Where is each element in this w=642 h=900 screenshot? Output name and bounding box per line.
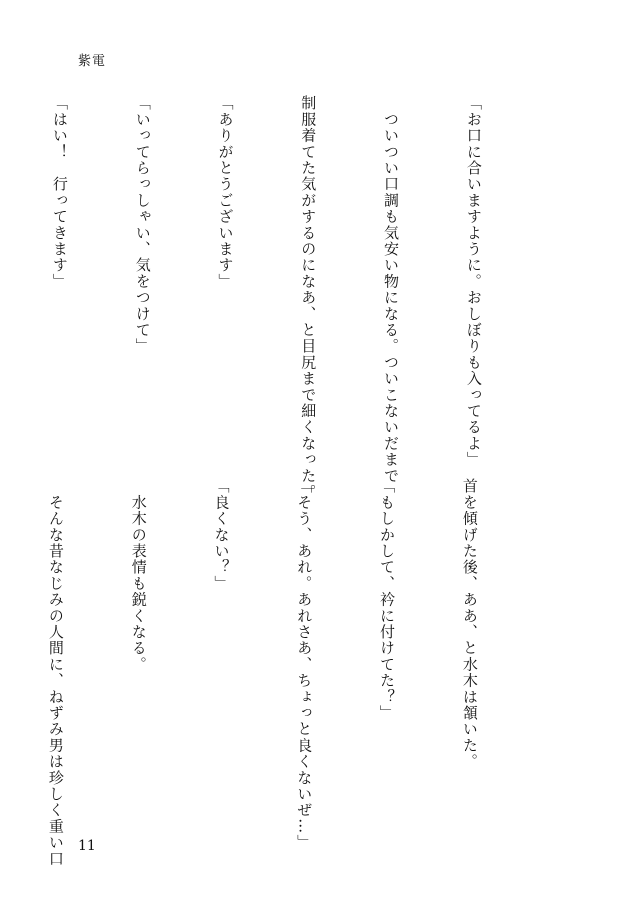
text-line: ついつい口調も気安い物になる。ついこないだまで bbox=[382, 95, 401, 484]
text-block-upper bbox=[0, 95, 542, 500]
text-line: 制服着てた気がするのになあ、と目尻まで細くなった。 bbox=[299, 95, 318, 500]
text-line: 「いってらっしゃい、気をつけて」 bbox=[133, 95, 152, 355]
text-line: 「はい！ 行ってきます」 bbox=[50, 95, 69, 290]
text-line: 「そう、あれ。あれさあ、ちょっと良くないぜ…」 bbox=[295, 478, 314, 851]
text-line: 水木の表情も鋭くなる。 bbox=[129, 478, 148, 673]
text-line: そんな昔なじみの人間に、ねずみ男は珍しく重い口 bbox=[46, 478, 65, 867]
text-line: 「もしかして、衿に付けてた？」 bbox=[378, 478, 397, 721]
text-line: 首を傾げた後、ああ、と水木は頷いた。 bbox=[460, 478, 479, 770]
running-header: 紫電 bbox=[78, 54, 107, 69]
page-number: 11 bbox=[78, 838, 96, 854]
text-line: 「お口に合いますように。おしぼりも入ってるよ」 bbox=[464, 95, 483, 468]
text-line: 「良くない？」 bbox=[212, 478, 231, 592]
text-line: 「ありがとうございます」 bbox=[216, 95, 235, 290]
